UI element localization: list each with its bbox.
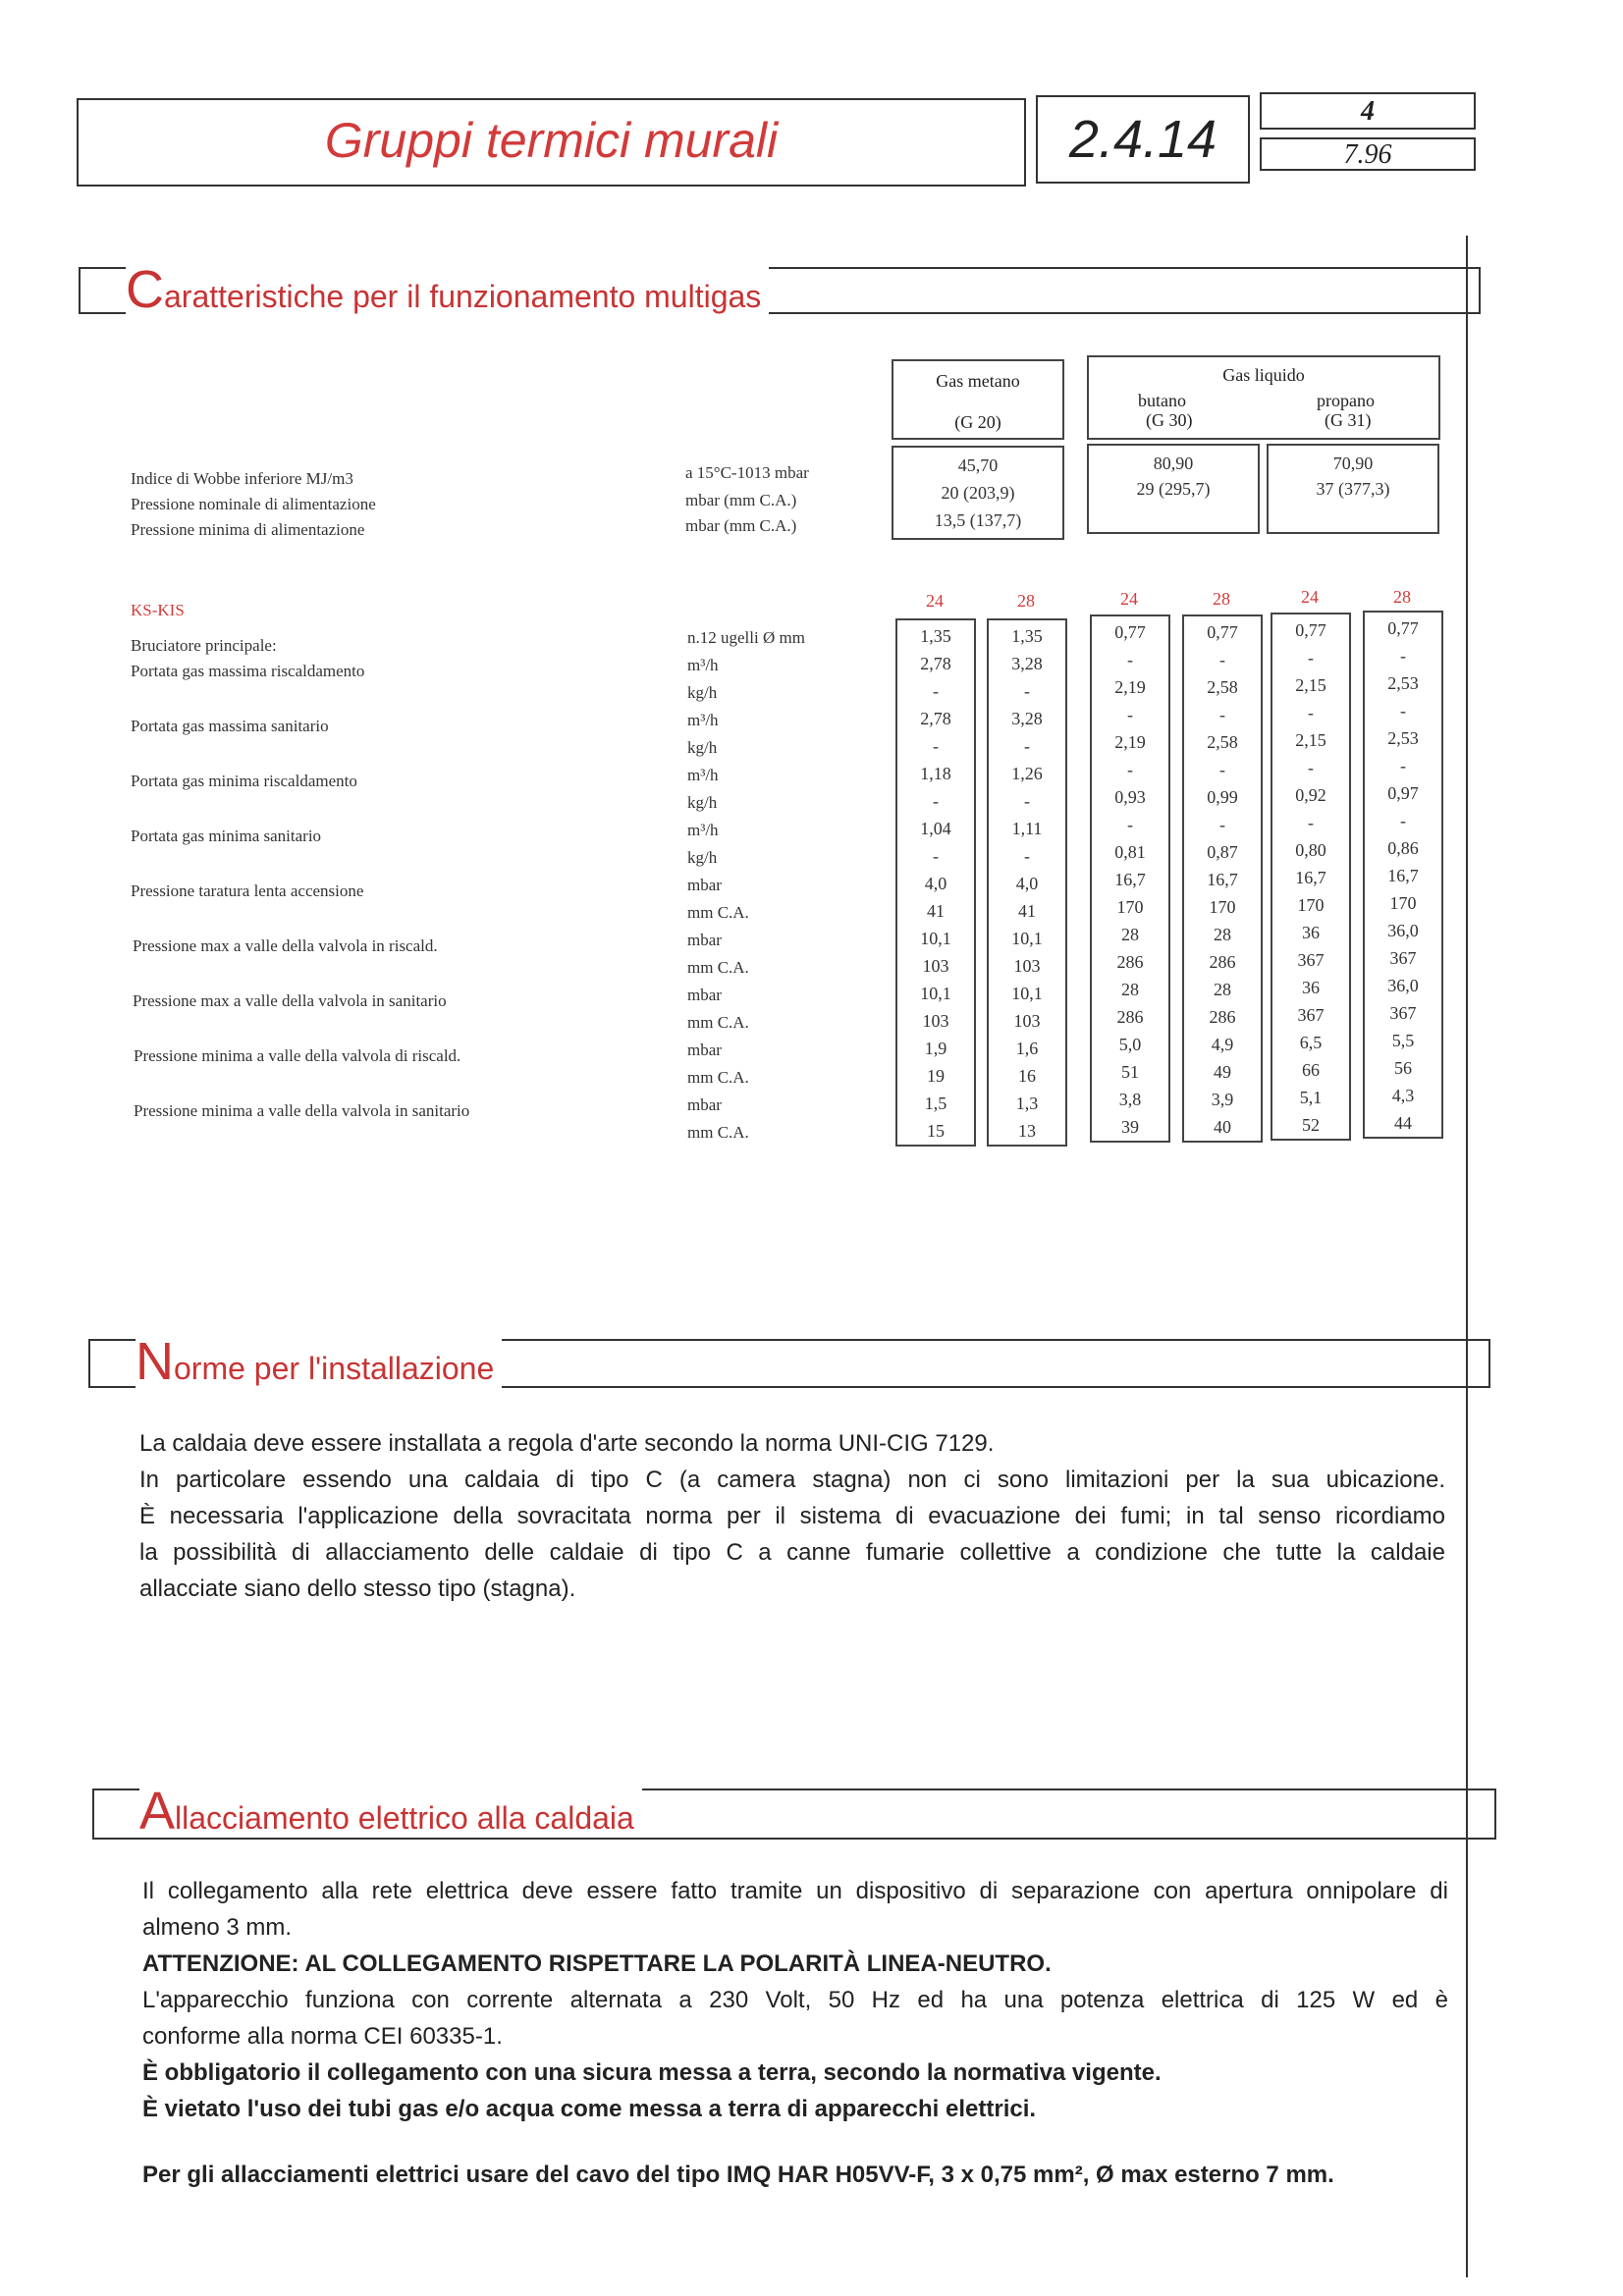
table-cell: 0,77	[1295, 620, 1326, 640]
document-code: 2.4.14	[1068, 110, 1217, 169]
table-cell: 36	[1302, 978, 1320, 997]
table-cell: 367	[1389, 1003, 1417, 1023]
values-col-butano-28	[1182, 614, 1263, 1143]
table-cell: 0,77	[1387, 618, 1419, 638]
row-label-pressione-minima: Pressione minima di alimentazione	[131, 520, 365, 539]
row-unit-pressione-minima: mbar (mm C.A.)	[685, 516, 797, 535]
table-cell: 16	[1018, 1066, 1036, 1086]
size-butano-24: 24	[1120, 589, 1138, 609]
table-cell: 10,1	[920, 929, 951, 948]
table-cell: 286	[1116, 1007, 1144, 1027]
table-cell: -	[1308, 813, 1314, 832]
size-butano-28: 28	[1213, 589, 1230, 609]
table-cell: 1,6	[1015, 1039, 1039, 1058]
detail-unit: mm C.A.	[687, 1123, 749, 1142]
propano-label: propano	[1317, 391, 1375, 410]
table-cell: 41	[1018, 901, 1036, 921]
detail-unit: mbar	[687, 1095, 722, 1114]
gas-liquido-label: Gas liquido	[1222, 365, 1305, 385]
table-cell: 1,5	[924, 1094, 947, 1113]
page-title: Gruppi termici murali	[324, 113, 779, 168]
press-nominale-propano: 37 (377,3)	[1316, 479, 1390, 499]
table-cell: 5,1	[1299, 1088, 1323, 1107]
header-page-box	[1260, 92, 1476, 130]
detail-unit: mm C.A.	[687, 903, 749, 922]
label-press-min-san: Pressione minima a valle della valvola in sanitario	[134, 1101, 470, 1120]
electrical-line-5: conforme alla norma CEI 60335-1.	[142, 2023, 503, 2050]
table-cell: -	[1024, 681, 1030, 701]
row-unit-pressione-nominale: mbar (mm C.A.)	[685, 491, 797, 509]
installation-line-4: la possibilità di allacciamento delle caldaie di tipo C a canne fumarie collettive a condizione che tutte la caldaie	[139, 1539, 1445, 1566]
label-portata-min-san: Portata gas minima sanitario	[131, 827, 322, 845]
table-cell: 40	[1214, 1117, 1231, 1137]
detail-unit: m³/h	[687, 656, 719, 674]
label-portata-max-risc: Portata gas massima riscaldamento	[131, 662, 365, 680]
table-cell: 0,92	[1295, 785, 1326, 805]
values-col-propano-28	[1363, 611, 1443, 1139]
table-cell: 103	[922, 956, 949, 976]
table-cell: -	[1400, 756, 1406, 775]
table-cell: -	[1127, 815, 1133, 834]
table-cell: 2,19	[1114, 732, 1146, 752]
table-cell: 286	[1116, 952, 1144, 972]
table-cell: 0,80	[1295, 840, 1326, 860]
table-cell: -	[933, 791, 939, 811]
size-metano-28: 28	[1017, 591, 1035, 611]
detail-unit: m³/h	[687, 711, 719, 729]
table-cell: 0,99	[1207, 787, 1238, 807]
table-cell: 6,5	[1299, 1033, 1323, 1052]
table-cell: -	[1024, 791, 1030, 811]
table-cell: 170	[1209, 897, 1236, 917]
table-cell: -	[1308, 758, 1314, 777]
table-cell: -	[1400, 701, 1406, 721]
table-cell: 2,53	[1387, 673, 1419, 693]
table-cell: 10,1	[920, 984, 951, 1003]
size-metano-24: 24	[926, 591, 944, 611]
detail-unit: kg/h	[687, 793, 718, 812]
page-date: 7.96	[1343, 139, 1392, 170]
table-cell: 367	[1297, 1005, 1325, 1025]
table-cell: 16,7	[1114, 870, 1146, 889]
right-margin-line	[1466, 236, 1468, 2277]
table-cell: 1,26	[1011, 764, 1043, 783]
propano-code: (G 31)	[1325, 410, 1372, 430]
header-code-box	[1036, 95, 1250, 184]
metano-general-values	[892, 446, 1064, 540]
table-cell: 170	[1116, 897, 1144, 917]
row-unit-wobbe: a 15°C-1013 mbar	[685, 463, 809, 482]
table-cell: 28	[1214, 980, 1231, 999]
table-cell: 36,0	[1387, 976, 1419, 995]
detail-unit: mm C.A.	[687, 1068, 749, 1087]
table-cell: 3,28	[1011, 709, 1043, 728]
table-cell: -	[933, 846, 939, 866]
detail-unit: mbar	[687, 931, 722, 949]
table-cell: -	[1400, 646, 1406, 666]
table-cell: 1,35	[920, 626, 951, 646]
table-cell: 3,8	[1118, 1090, 1142, 1109]
label-press-taratura: Pressione taratura lenta accensione	[131, 881, 364, 900]
table-cell: 1,9	[924, 1039, 947, 1058]
size-propano-28: 28	[1393, 587, 1411, 607]
table-cell: 1,18	[920, 764, 951, 783]
table-cell: 0,81	[1114, 842, 1146, 862]
detail-unit: n.12 ugelli Ø mm	[687, 628, 805, 647]
table-cell: 36	[1302, 923, 1320, 942]
butano-general-values	[1087, 444, 1260, 534]
section-electrical-title: Allacciamento elettrico alla caldaia	[139, 1785, 642, 1838]
installation-line-3: È necessaria l'applicazione della sovracitata norma per il sistema di evacuazione dei fumi; in tal senso ricordiamo	[139, 1503, 1445, 1529]
detail-unit: m³/h	[687, 766, 719, 784]
table-cell: 2,78	[920, 709, 951, 728]
table-cell: 56	[1394, 1058, 1412, 1078]
table-cell: 52	[1302, 1115, 1320, 1135]
table-cell: -	[1308, 648, 1314, 667]
table-cell: 3,9	[1211, 1090, 1234, 1109]
table-cell: 4,3	[1391, 1086, 1415, 1105]
table-cell: 170	[1297, 895, 1325, 915]
detail-unit: mm C.A.	[687, 1013, 749, 1032]
table-cell: -	[1219, 705, 1225, 724]
gas-metano-header	[892, 359, 1064, 440]
label-press-max-risc: Pressione max a valle della valvola in riscald.	[133, 936, 438, 955]
section-characteristics-title: Caratteristiche per il funzionamento multigas	[126, 263, 769, 316]
installation-line-2: In particolare essendo una caldaia di tipo C (a camera stagna) non ci sono limitazioni per la sua ubicazione.	[139, 1467, 1445, 1493]
electrical-line-2: almeno 3 mm.	[142, 1914, 293, 1941]
press-nominale-metano: 20 (203,9)	[941, 483, 1015, 503]
table-cell: 1,04	[920, 819, 951, 838]
table-cell: 39	[1121, 1117, 1139, 1137]
installation-text	[139, 1425, 1445, 1607]
table-cell: 286	[1209, 1007, 1236, 1027]
table-cell: 44	[1394, 1113, 1412, 1133]
section-installation-title: Norme per l'installazione	[135, 1335, 502, 1388]
table-cell: 28	[1121, 980, 1139, 999]
table-cell: 1,11	[1011, 819, 1043, 838]
electrical-earthing: È obbligatorio il collegamento con una sicura messa a terra, secondo la normativa vigente.	[142, 2059, 1162, 2086]
table-cell: -	[1308, 703, 1314, 722]
detail-unit: kg/h	[687, 848, 718, 867]
table-cell: 170	[1389, 893, 1417, 913]
table-cell: 286	[1209, 952, 1236, 972]
values-col-butano-24	[1090, 614, 1170, 1143]
table-cell: 3,28	[1011, 654, 1043, 673]
row-label-pressione-nominale: Pressione nominale di alimentazione	[131, 495, 376, 513]
gas-metano-code: (G 20)	[954, 412, 1001, 432]
table-cell: -	[1127, 650, 1133, 669]
table-cell: 0,86	[1387, 838, 1419, 858]
table-cell: 4,0	[1015, 874, 1039, 893]
table-cell: -	[1127, 760, 1133, 779]
table-cell: -	[933, 736, 939, 756]
table-cell: 367	[1297, 950, 1325, 970]
table-cell: 4,0	[924, 874, 947, 893]
table-cell: 2,58	[1207, 732, 1238, 752]
detail-unit: kg/h	[687, 683, 718, 702]
size-propano-24: 24	[1301, 587, 1319, 607]
detail-unit: mbar	[687, 986, 722, 1004]
table-cell: 2,78	[920, 654, 951, 673]
installation-line-5: allacciate siano dello stesso tipo (stagna).	[139, 1575, 576, 1602]
table-cell: 5,0	[1118, 1035, 1142, 1054]
table-cell: 4,9	[1211, 1035, 1234, 1054]
table-cell: -	[1219, 650, 1225, 669]
electrical-cable: Per gli allacciamenti elettrici usare del cavo del tipo IMQ HAR H05VV-F, 3 x 0,75 mm², Ø max esterno 7 mm.	[142, 2162, 1334, 2188]
values-col-metano-24	[895, 618, 976, 1147]
table-cell: 36,0	[1387, 921, 1419, 940]
table-cell: 51	[1121, 1062, 1139, 1082]
butano-code: (G 30)	[1146, 410, 1193, 430]
table-cell: 28	[1214, 925, 1231, 944]
header-date-box	[1260, 137, 1476, 171]
table-cell: 2,15	[1295, 675, 1326, 695]
table-cell: 2,53	[1387, 728, 1419, 748]
butano-label: butano	[1138, 391, 1186, 410]
wobbe-propano: 70,90	[1332, 454, 1374, 473]
gas-metano-label: Gas metano	[936, 371, 1020, 391]
row-label-wobbe: Indice di Wobbe inferiore MJ/m3	[131, 469, 353, 488]
table-cell: 66	[1302, 1060, 1320, 1080]
table-cell: 2,19	[1114, 677, 1146, 697]
press-minima-metano: 13,5 (137,7)	[934, 510, 1022, 530]
table-cell: 16,7	[1295, 868, 1326, 887]
label-bruciatore: Bruciatore principale:	[131, 636, 277, 655]
detail-unit: mbar	[687, 1041, 722, 1059]
table-cell: 16,7	[1207, 870, 1238, 889]
table-cell: 2,58	[1207, 677, 1238, 697]
table-cell: 10,1	[1011, 929, 1043, 948]
values-col-metano-28	[987, 618, 1067, 1147]
table-cell: -	[1024, 846, 1030, 866]
wobbe-butano: 80,90	[1153, 454, 1194, 473]
table-cell: 0,77	[1114, 622, 1146, 642]
table-cell: -	[1219, 815, 1225, 834]
electrical-line-4: L'apparecchio funziona con corrente alternata a 230 Volt, 50 Hz ed ha una potenza elettrica di 125 W ed è	[142, 1987, 1448, 2013]
table-cell: -	[1219, 760, 1225, 779]
table-cell: 16,7	[1387, 866, 1419, 885]
page-number: 4	[1361, 96, 1375, 127]
table-cell: -	[1024, 736, 1030, 756]
label-portata-min-risc: Portata gas minima riscaldamento	[131, 772, 357, 790]
table-cell: 19	[927, 1066, 945, 1086]
wobbe-metano: 45,70	[957, 455, 999, 475]
detail-unit: kg/h	[687, 738, 718, 757]
electrical-forbidden: È vietato l'uso dei tubi gas e/o acqua come messa a terra di apparecchi elettrici.	[142, 2096, 1037, 2122]
electrical-text	[142, 1873, 1448, 2193]
table-cell: 367	[1389, 948, 1417, 968]
gas-liquido-header	[1087, 355, 1440, 440]
press-nominale-butano: 29 (295,7)	[1136, 479, 1211, 499]
table-cell: 0,93	[1114, 787, 1146, 807]
detail-unit: m³/h	[687, 821, 719, 839]
label-portata-max-san: Portata gas massima sanitario	[131, 717, 329, 735]
header-title-box	[77, 98, 1026, 187]
detail-unit: mm C.A.	[687, 958, 749, 977]
installation-line-1: La caldaia deve essere installata a regola d'arte secondo la norma UNI-CIG 7129.	[139, 1430, 995, 1457]
table-cell: 0,77	[1207, 622, 1238, 642]
table-cell: 10,1	[1011, 984, 1043, 1003]
table-cell: 0,97	[1387, 783, 1419, 803]
table-cell: 103	[1013, 1011, 1041, 1031]
label-press-max-san: Pressione max a valle della valvola in sanitario	[133, 991, 447, 1010]
table-cell: 49	[1214, 1062, 1231, 1082]
table-cell: 15	[927, 1121, 945, 1141]
values-col-propano-24	[1271, 613, 1351, 1141]
table-cell: 41	[927, 901, 945, 921]
model-label: KS-KIS	[131, 601, 185, 619]
label-press-min-risc: Pressione minima a valle della valvola di riscald.	[134, 1046, 461, 1065]
detail-unit: mbar	[687, 876, 722, 894]
table-cell: 2,15	[1295, 730, 1326, 750]
table-cell: 0,87	[1207, 842, 1238, 862]
table-cell: 103	[922, 1011, 949, 1031]
table-cell: -	[1127, 705, 1133, 724]
table-cell: 28	[1121, 925, 1139, 944]
electrical-warning: ATTENZIONE: AL COLLEGAMENTO RISPETTARE LA POLARITÀ LINEA-NEUTRO.	[142, 1950, 1052, 1977]
table-cell: 1,35	[1011, 626, 1043, 646]
propano-general-values	[1267, 444, 1439, 534]
table-cell: 103	[1013, 956, 1041, 976]
electrical-line-1: Il collegamento alla rete elettrica deve essere fatto tramite un dispositivo di separazione con apertura onnipolare di	[142, 1878, 1448, 1904]
table-cell: 13	[1018, 1121, 1036, 1141]
table-cell: -	[1400, 811, 1406, 830]
table-cell: -	[933, 681, 939, 701]
table-cell: 5,5	[1391, 1031, 1415, 1050]
table-cell: 1,3	[1015, 1094, 1039, 1113]
